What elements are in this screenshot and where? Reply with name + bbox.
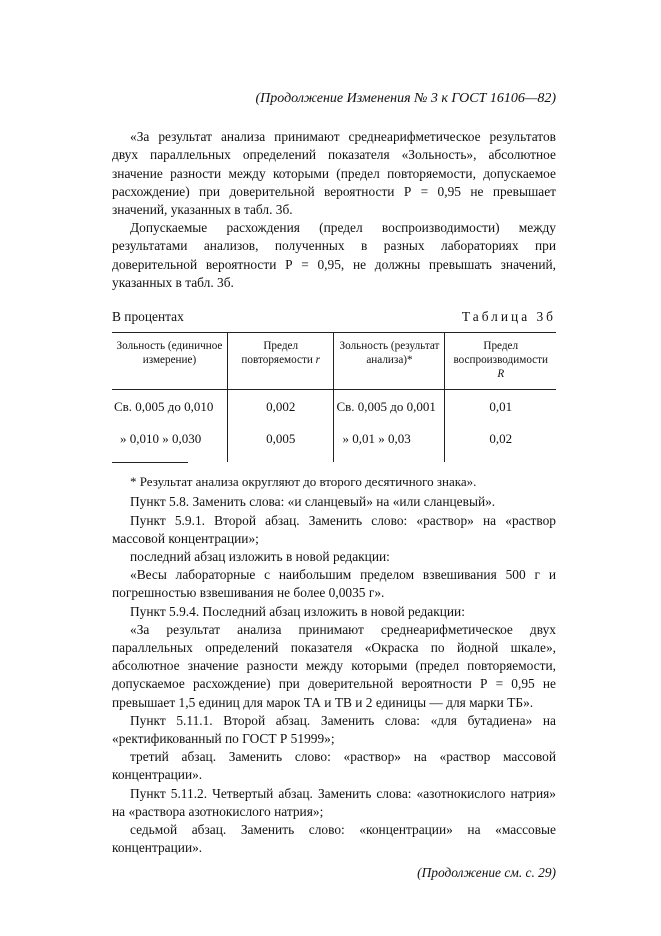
- amendment-paragraph: последний абзац изложить в новой редакции:: [130, 549, 390, 565]
- continuation-note: (Продолжение см. с. 29): [417, 864, 556, 880]
- amendment-paragraph: Пункт 5.11.1. Второй абзац. Заменить слова: «для бутадиена» на «ректификованный по ГОСТ Р 51999»;: [112, 712, 556, 747]
- paragraph-reproducibility: Допускаемые расхождения (предел воспроизводимости) между результатами анализов, полученных в разных лабораториях при доверительной вероятности Р = 0,95, не должны превышать значений, указанных в табл. 3б.: [112, 220, 556, 290]
- table-row: [112, 430, 556, 462]
- amendment-paragraph: третий абзац. Заменить слово: «раствор» на «раствор массовой концентрации».: [112, 749, 556, 783]
- amendment-paragraph: седьмой абзац. Заменить слово: «концентрации» на «массовые концентрации».: [112, 822, 556, 856]
- cell-ash-single: Св. 0,005 до 0,010: [114, 399, 214, 415]
- amendment-paragraph: Пункт 5.9.4. Последний абзац изложить в новой редакции:: [130, 603, 465, 619]
- amendment-paragraph: Пункт 5.11.2. Четвертый абзац. Заменить слова: «азотнокислого натрия» на «раствора азотнокислого натрия»;: [112, 785, 556, 819]
- table-header-row: [112, 333, 556, 390]
- table-title: Таблица 3б: [461, 309, 556, 325]
- cell-ash-single: » 0,010 » 0,030: [120, 431, 202, 447]
- table-units-label: В процентах: [112, 309, 184, 325]
- header-ash-single: Зольность (единичное измерение): [112, 333, 227, 390]
- cell-repeatability: 0,005: [227, 430, 334, 462]
- amendment-paragraph: Пункт 5.8. Заменить слова: «и сланцевый» на «или сланцевый».: [130, 494, 496, 510]
- amendment-paragraph: «За результат анализа принимают среднеарифметическое двух параллельных определений показателя «Окраска по йодной шкале», абсолютное значение разности между которыми (предел повторяемости, допускаемое расхождение) при доверительной вероятности Р = 0,95 не превышает 1,5 единиц для марок ТА и ТВ и 2 единицы — для марки ТБ».: [112, 621, 556, 710]
- symbol-r: r: [315, 354, 320, 367]
- cell-repeatability: 0,002: [227, 390, 334, 431]
- header-repeatability: Предел повторяемости r: [227, 333, 334, 390]
- amendment-paragraph: Пункт 5.9.1. Второй абзац. Заменить слово: «раствор» на «раствор массовой концентрации»;: [112, 512, 556, 546]
- footnote-divider: [112, 462, 188, 463]
- cell-reproducibility: 0,01: [445, 390, 556, 431]
- precision-table: [112, 332, 556, 462]
- table-row: [112, 390, 556, 431]
- cell-ash-result: » 0,01 » 0,03: [334, 430, 445, 462]
- amendment-list: [112, 493, 556, 857]
- cell-reproducibility: 0,02: [445, 430, 556, 462]
- page-header: (Продолжение Изменения № 3 к ГОСТ 16106—82): [255, 91, 556, 106]
- header-ash-result: Зольность (результат анализа)*: [334, 333, 445, 390]
- amendment-paragraph: «Весы лабораторные с наибольшим пределом взвешивания 500 г и погрешностью взвешивания не более 0,0035 г».: [112, 567, 556, 601]
- table-footnote: * Результат анализа округляют до второго десятичного знака».: [130, 474, 477, 490]
- header-reproducibility: Предел воспроизводимости R: [445, 333, 556, 390]
- paragraph-result-definition: «За результат анализа принимают среднеарифметическое результатов двух параллельных определений показателя «Зольность», абсолютное значение разности между которыми (предел повторяемости, допускаемое расхождение) при доверительной вероятности Р = 0,95 не превышает значений, указанных в табл. 3б.: [112, 129, 556, 218]
- symbol-R: R: [497, 368, 505, 381]
- table-caption-row: [112, 308, 556, 326]
- document-page: [112, 90, 556, 882]
- cell-ash-result: Св. 0,005 до 0,001: [334, 390, 445, 431]
